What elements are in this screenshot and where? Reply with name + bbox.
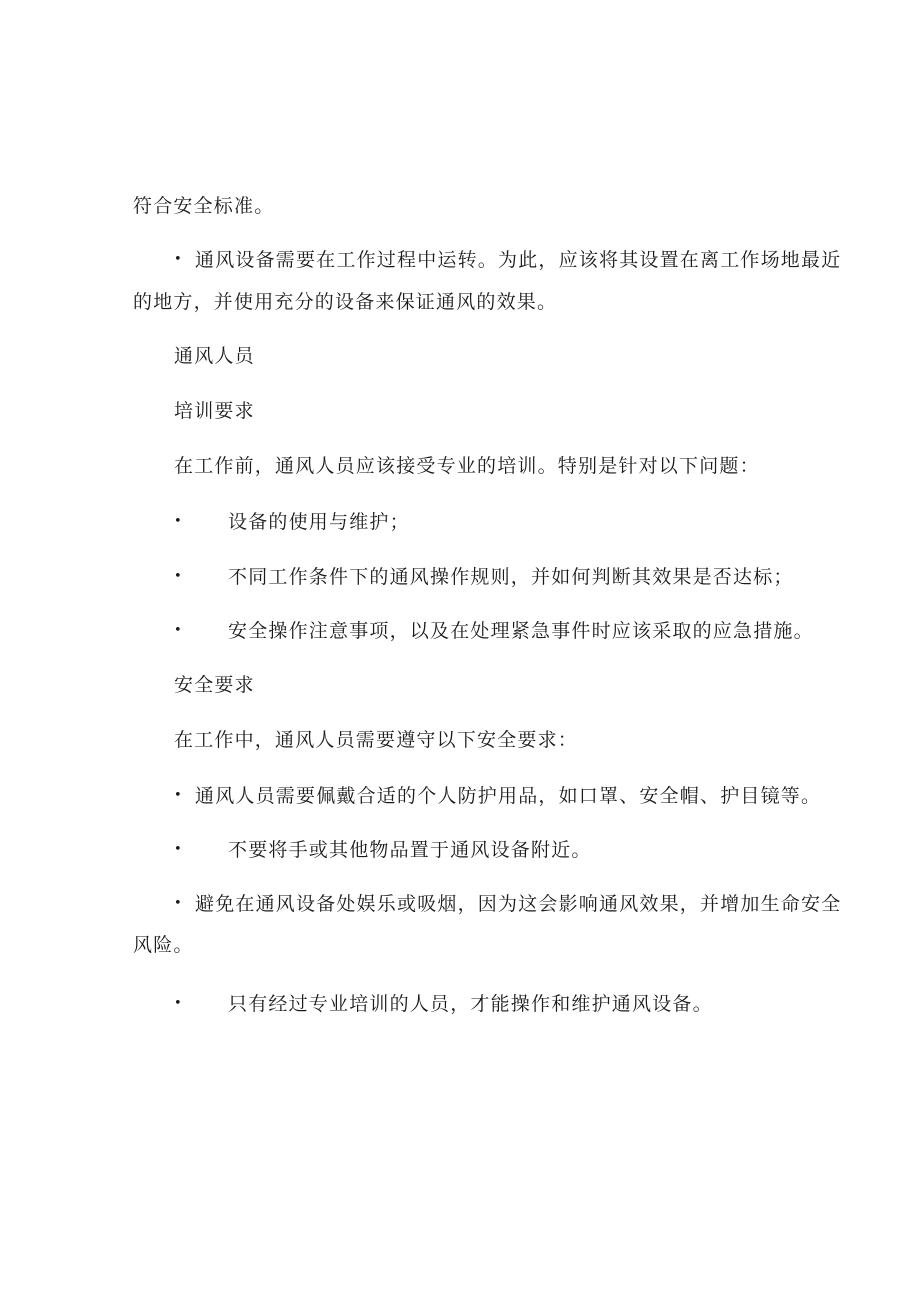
bullet-marker: • (174, 252, 182, 267)
safety-intro: 在工作中，通风人员需要遵守以下安全要求： (174, 729, 579, 751)
training-item-2: 不同工作条件下的通风操作规则，并如何判断其效果是否达标； (228, 566, 794, 588)
bullet-text-ventilation-placement-cont: 的地方，并使用充分的设备来保证通风的效果。 (133, 291, 558, 313)
section-heading-safety: 安全要求 (174, 674, 255, 696)
bullet-marker: • (174, 896, 182, 911)
paragraph-continuation: 符合安全标准。 (133, 195, 275, 217)
section-heading-personnel: 通风人员 (174, 345, 255, 367)
bullet-marker: • (174, 514, 182, 529)
bullet-marker: • (174, 569, 182, 584)
safety-item-3: 避免在通风设备处娱乐或吸烟，因为这会影响通风效果，并增加生命安全 (195, 893, 842, 915)
bullet-marker: • (174, 623, 182, 638)
training-item-1: 设备的使用与维护； (228, 511, 410, 533)
safety-item-3-cont: 风险。 (133, 934, 194, 956)
bullet-marker: • (174, 842, 182, 857)
training-intro: 在工作前，通风人员应该接受专业的培训。特别是针对以下问题： (174, 455, 760, 477)
bullet-marker: • (174, 788, 182, 803)
safety-item-1: 通风人员需要佩戴合适的个人防护用品，如口罩、安全帽、护目镜等。 (195, 785, 822, 807)
bullet-marker: • (174, 996, 182, 1011)
section-heading-training: 培训要求 (174, 400, 255, 422)
training-item-3: 安全操作注意事项，以及在处理紧急事件时应该采取的应急措施。 (228, 620, 814, 642)
bullet-text-ventilation-placement: 通风设备需要在工作过程中运转。为此，应该将其设置在离工作场地最近 (195, 249, 842, 271)
safety-item-2: 不要将手或其他物品置于通风设备附近。 (228, 839, 592, 861)
safety-item-4: 只有经过专业培训的人员，才能操作和维护通风设备。 (228, 993, 713, 1015)
